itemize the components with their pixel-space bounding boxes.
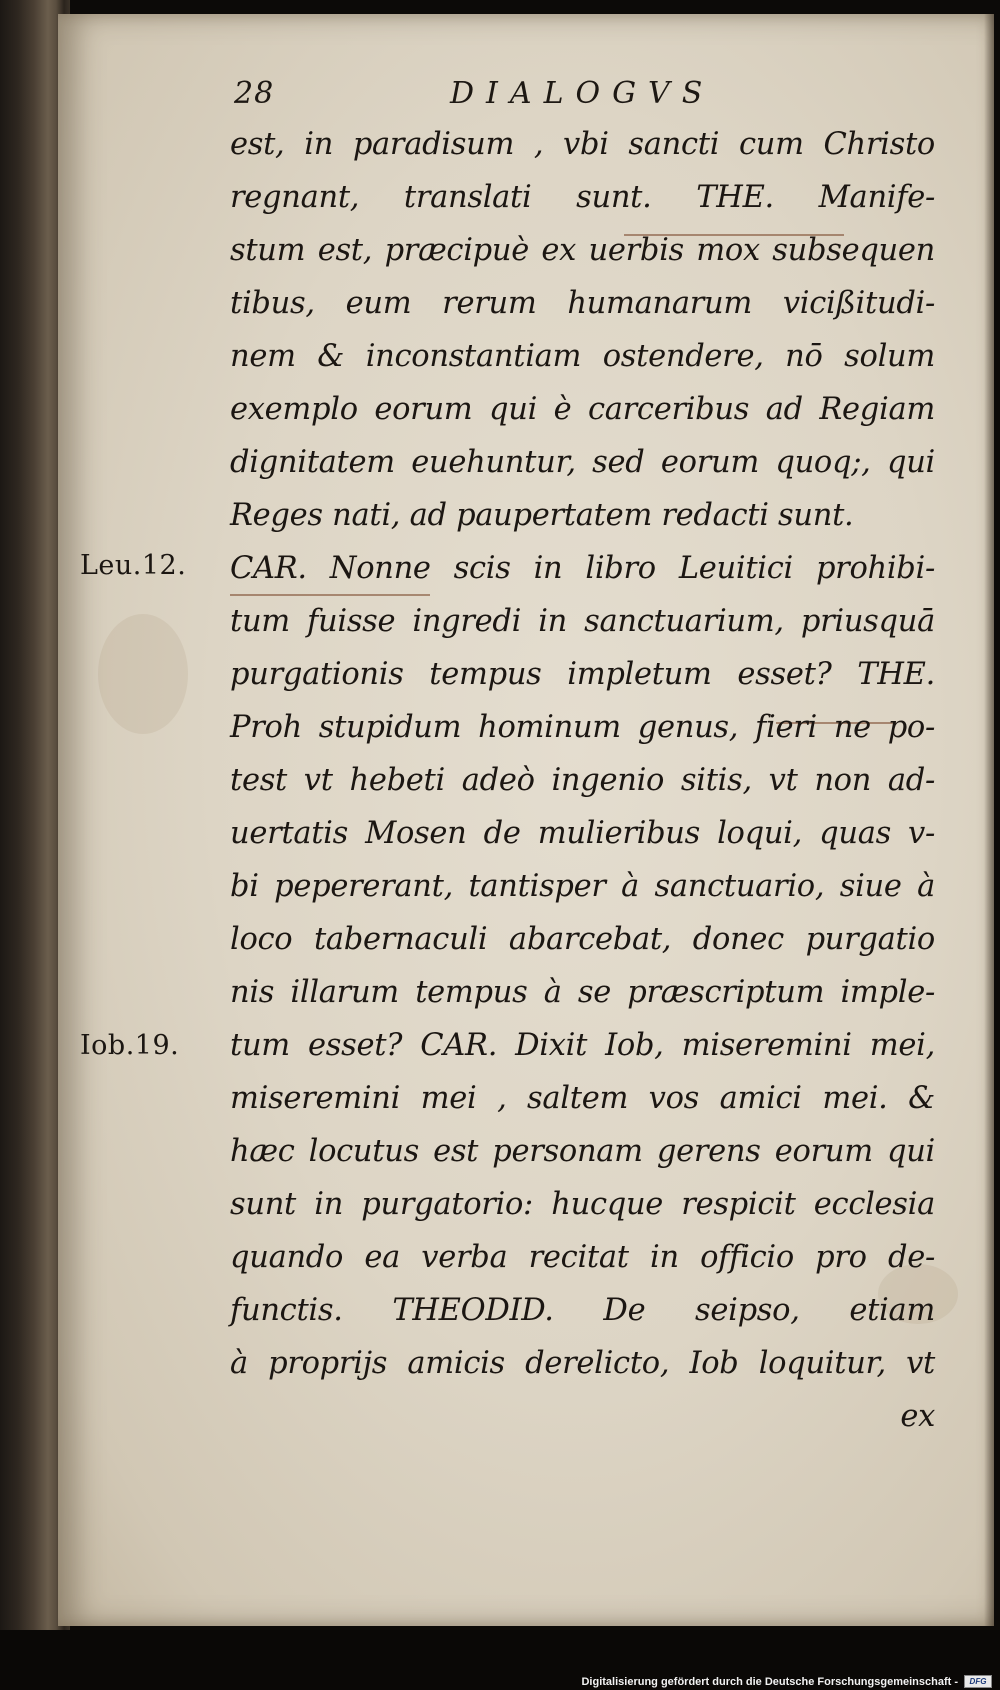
text-line: miseremini mei , saltem vos amici mei. & <box>230 1081 935 1116</box>
footer-bar <box>0 1630 1000 1690</box>
running-title: DIALOGVS <box>450 76 715 111</box>
body-text <box>230 118 935 1443</box>
text-line: quando ea verba recitat in officio pro de- <box>230 1240 935 1275</box>
digitization-credit: Digitalisierung gefördert durch die Deutsche Forschungsgemeinschaft - <box>581 1676 958 1688</box>
text-line: Proh stupidum hominum genus, fieri ne po- <box>230 710 935 745</box>
catchword: ex <box>900 1399 935 1434</box>
text-line: CAR. Nonne scis in libro Leuitici prohibi- <box>230 551 935 586</box>
text-line: functis. THEODID. De seipso, etiam <box>230 1293 935 1328</box>
text-line: est, in paradisum , vbi sancti cum Christo <box>230 127 935 162</box>
text-line: tum fuisse ingredi in sanctuarium, priusquā <box>230 604 935 639</box>
text-line: test vt hebeti adeò ingenio sitis, vt non ad- <box>230 763 935 798</box>
text-line: purgationis tempus impletum esset? THE. <box>230 657 935 692</box>
page-number: 28 <box>234 76 275 111</box>
dfg-logo: DFG <box>964 1675 992 1688</box>
page-edge <box>984 14 994 1626</box>
marginal-note-job: Iob.19. <box>80 1030 180 1061</box>
marginal-note-leviticus: Leu.12. <box>80 550 187 581</box>
text-line: regnant, translati sunt. THE. Manife- <box>230 180 935 215</box>
paper-stain <box>98 614 188 734</box>
text-line: Reges nati, ad paupertatem redacti sunt. <box>230 498 854 533</box>
text-line: tum esset? CAR. Dixit Iob, miseremini mei, <box>230 1028 935 1063</box>
text-line: loco tabernaculi abarcebat, donec purgatio <box>230 922 935 957</box>
text-line: sunt in purgatorio: hucque respicit ecclesia <box>230 1187 935 1222</box>
text-line: uertatis Mosen de mulieribus loqui, quas v- <box>230 816 935 851</box>
book-page <box>58 14 994 1626</box>
text-line: tibus, eum rerum humanarum vicißitudi- <box>230 286 935 321</box>
text-line: nis illarum tempus à se præscriptum imple- <box>230 975 935 1010</box>
text-line: hæc locutus est personam gerens eorum qui <box>230 1134 935 1169</box>
text-line: bi pepererant, tantisper à sanctuario, siue à <box>230 869 935 904</box>
text-line: exemplo eorum qui è carceribus ad Regiam <box>230 392 935 427</box>
text-line: nem & inconstantiam ostendere, nō solum <box>230 339 935 374</box>
text-line: dignitatem euehuntur, sed eorum quoq;, qui <box>230 445 935 480</box>
text-line: à proprijs amicis derelicto, Iob loquitur, vt <box>230 1346 935 1381</box>
text-line: stum est, præcipuè ex uerbis mox subsequen <box>230 233 935 268</box>
